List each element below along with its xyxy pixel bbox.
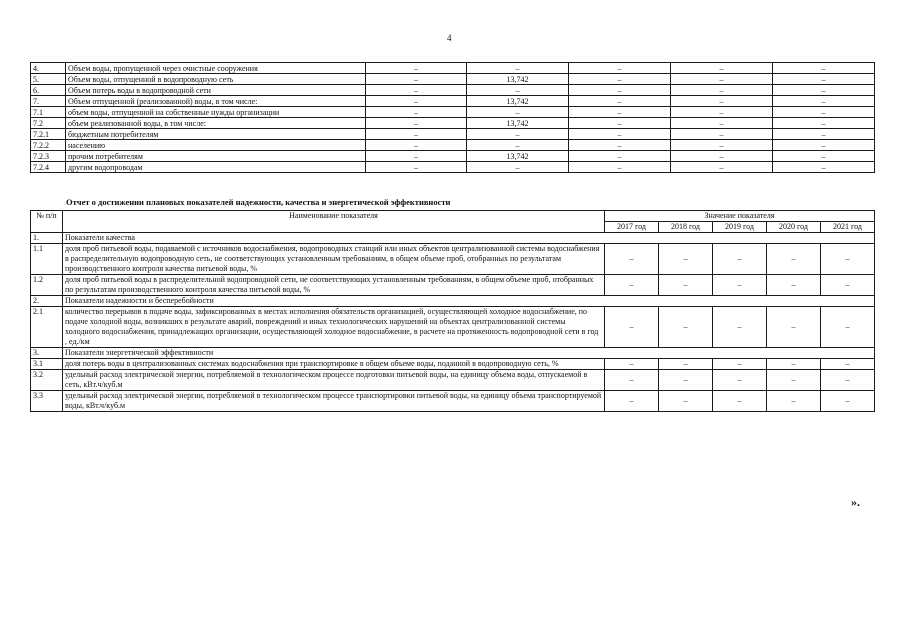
row-value: – [467, 107, 569, 118]
row-value: – [467, 140, 569, 151]
row-value: – [671, 74, 773, 85]
water-balance-table [30, 62, 875, 173]
row-name: населению [66, 140, 366, 151]
row-value: – [569, 129, 671, 140]
header-year: 2018 год [659, 222, 713, 233]
row-value: – [569, 140, 671, 151]
row-value: – [659, 359, 713, 370]
row-value: – [767, 275, 821, 296]
row-value: – [773, 107, 875, 118]
row-number: 1.1 [31, 244, 63, 275]
row-value: – [659, 244, 713, 275]
row-value: – [467, 162, 569, 173]
header-num: № п/п [31, 211, 63, 233]
row-value: – [713, 275, 767, 296]
row-value: – [773, 85, 875, 96]
table-row [31, 63, 875, 74]
row-value: – [773, 74, 875, 85]
row-value: – [821, 391, 875, 412]
row-value: – [605, 370, 659, 391]
row-value: – [569, 118, 671, 129]
indicators-table [30, 210, 875, 412]
row-value: – [671, 140, 773, 151]
row-value: – [659, 275, 713, 296]
row-value: – [569, 63, 671, 74]
row-number: 3.2 [31, 370, 63, 391]
row-value: – [767, 370, 821, 391]
row-value: – [713, 307, 767, 348]
row-number: 3.1 [31, 359, 63, 370]
row-value: – [366, 96, 467, 107]
row-name: Объем потерь воды в водопроводной сети [66, 85, 366, 96]
table-row [31, 107, 875, 118]
row-value: – [767, 359, 821, 370]
row-name: доля потерь воды в централизованных системах водоснабжения при транспортировке в общем объеме воды, поданной в водопроводную сеть, % [63, 359, 605, 370]
row-value: – [773, 63, 875, 74]
row-value: – [773, 162, 875, 173]
table-row [31, 118, 875, 129]
header-group: Значение показателя [605, 211, 875, 222]
row-value: – [659, 307, 713, 348]
row-value: – [671, 151, 773, 162]
table-row [31, 307, 875, 348]
row-name: удельный расход электрической энергии, потребляемой в технологическом процессе подготовки питьевой воды, на единицу объема воды, отпускаемой в сеть, кВт.ч/куб.м [63, 370, 605, 391]
section-row [31, 233, 875, 244]
row-name: объем воды, отпущенной на собственные нужды организации [66, 107, 366, 118]
row-value: – [671, 96, 773, 107]
row-value: – [366, 85, 467, 96]
table-row [31, 74, 875, 85]
row-name: объем реализованной воды, в том числе: [66, 118, 366, 129]
row-value: – [659, 391, 713, 412]
row-number: 7.2.1 [31, 129, 66, 140]
closing-mark: ». [851, 495, 860, 509]
row-name: прочим потребителям [66, 151, 366, 162]
row-value: – [821, 359, 875, 370]
row-value: – [773, 151, 875, 162]
row-value: – [467, 63, 569, 74]
row-number: 7. [31, 96, 66, 107]
row-number: 4. [31, 63, 66, 74]
table-row [31, 275, 875, 296]
section-row [31, 296, 875, 307]
row-number: 7.1 [31, 107, 66, 118]
table-row [31, 96, 875, 107]
row-name: Объем воды, отпущенной в водопроводную сеть [66, 74, 366, 85]
row-value: – [773, 96, 875, 107]
row-number: 7.2 [31, 118, 66, 129]
header-year: 2019 год [713, 222, 767, 233]
row-value: – [773, 129, 875, 140]
table-row [31, 162, 875, 173]
row-value: – [713, 370, 767, 391]
row-value: – [366, 118, 467, 129]
row-value: – [605, 359, 659, 370]
row-value: – [767, 244, 821, 275]
header-name: Наименование показателя [63, 211, 605, 233]
row-name: количество перерывов в подаче воды, зафиксированных в местах исполнения обязательств организацией, осуществляющей холодное водоснабжение, по подаче холодной воды, возникших в результате аварий, повреждений и иных технологических нарушений на объектах централизованной системы холодного водоснабжения, принадлежащих организации, осуществляющей холодное водоснабжение, в расчете на протяженность водопроводной сети в год , ед./км [63, 307, 605, 348]
header-year: 2017 год [605, 222, 659, 233]
row-name: другим водопроводам [66, 162, 366, 173]
table-header-row [31, 211, 875, 222]
table-row [31, 140, 875, 151]
row-number: 1.2 [31, 275, 63, 296]
table-row [31, 370, 875, 391]
table-row [31, 359, 875, 370]
header-year: 2020 год [767, 222, 821, 233]
row-name: удельный расход электрической энергии, потребляемой в технологическом процессе транспортировки питьевой воды, на единицу объема транспортируемой воды, кВт.ч/куб.м [63, 391, 605, 412]
row-value: – [821, 244, 875, 275]
row-value: – [605, 307, 659, 348]
table-row [31, 391, 875, 412]
row-number: 6. [31, 85, 66, 96]
row-value: – [713, 391, 767, 412]
row-value: – [713, 244, 767, 275]
row-number: 7.2.4 [31, 162, 66, 173]
row-value: – [569, 85, 671, 96]
row-value: – [569, 107, 671, 118]
row-value: – [605, 391, 659, 412]
table-row [31, 244, 875, 275]
row-value: – [366, 107, 467, 118]
row-number: 2.1 [31, 307, 63, 348]
row-value: – [671, 162, 773, 173]
table-row [31, 151, 875, 162]
row-value: – [569, 162, 671, 173]
row-value: – [767, 391, 821, 412]
row-number: 7.2.2 [31, 140, 66, 151]
row-value: – [821, 307, 875, 348]
row-value: – [569, 151, 671, 162]
row-value: – [569, 96, 671, 107]
row-value: 13,742 [467, 96, 569, 107]
page-number: 4 [447, 33, 452, 43]
row-value: – [366, 162, 467, 173]
row-value: – [366, 129, 467, 140]
row-value: – [605, 244, 659, 275]
row-value: – [671, 63, 773, 74]
row-value: – [773, 140, 875, 151]
row-value: – [671, 85, 773, 96]
row-value: 13,742 [467, 118, 569, 129]
report-title: Отчет о достижении плановых показателей надежности, качества и энергетической эффективности [66, 197, 451, 207]
section-name: Показатели энергетической эффективности [63, 348, 875, 359]
row-value: – [467, 129, 569, 140]
row-number: 1. [31, 233, 63, 244]
row-value: 13,742 [467, 151, 569, 162]
row-value: – [671, 118, 773, 129]
row-value: – [713, 359, 767, 370]
row-number: 7.2.3 [31, 151, 66, 162]
row-value: – [671, 107, 773, 118]
row-value: – [671, 129, 773, 140]
section-name: Показатели качества [63, 233, 875, 244]
row-number: 3.3 [31, 391, 63, 412]
section-row [31, 348, 875, 359]
row-value: – [569, 74, 671, 85]
row-value: – [605, 275, 659, 296]
row-number: 2. [31, 296, 63, 307]
row-name: бюджетным потребителям [66, 129, 366, 140]
row-value: – [821, 275, 875, 296]
row-value: – [366, 151, 467, 162]
row-number: 3. [31, 348, 63, 359]
row-value: – [366, 140, 467, 151]
table-row [31, 85, 875, 96]
row-value: – [821, 370, 875, 391]
row-name: доля проб питьевой воды в распределительной водопроводной сети, не соответствующих установленным требованиям, в общем объеме проб, отобранных по результатам производственного контроля качества питьевой воды, % [63, 275, 605, 296]
row-name: Объем воды, пропущенной через очистные сооружения [66, 63, 366, 74]
table-row [31, 129, 875, 140]
row-name: Объем отпущенной (реализованной) воды, в том числе: [66, 96, 366, 107]
row-name: доля проб питьевой воды, подаваемой с источников водоснабжения, водопроводных станций или иных объектов централизованной системы водоснабжения в распределительную водопроводную сеть, не соответствующих установленным требованиям, в общем объеме проб, отобранных по результатам производственного контроля качества питьевой воды, % [63, 244, 605, 275]
row-value: – [659, 370, 713, 391]
row-value: – [773, 118, 875, 129]
section-name: Показатели надежности и бесперебойности [63, 296, 875, 307]
row-value: 13,742 [467, 74, 569, 85]
row-value: – [467, 85, 569, 96]
header-year: 2021 год [821, 222, 875, 233]
row-value: – [366, 74, 467, 85]
row-number: 5. [31, 74, 66, 85]
row-value: – [366, 63, 467, 74]
row-value: – [767, 307, 821, 348]
